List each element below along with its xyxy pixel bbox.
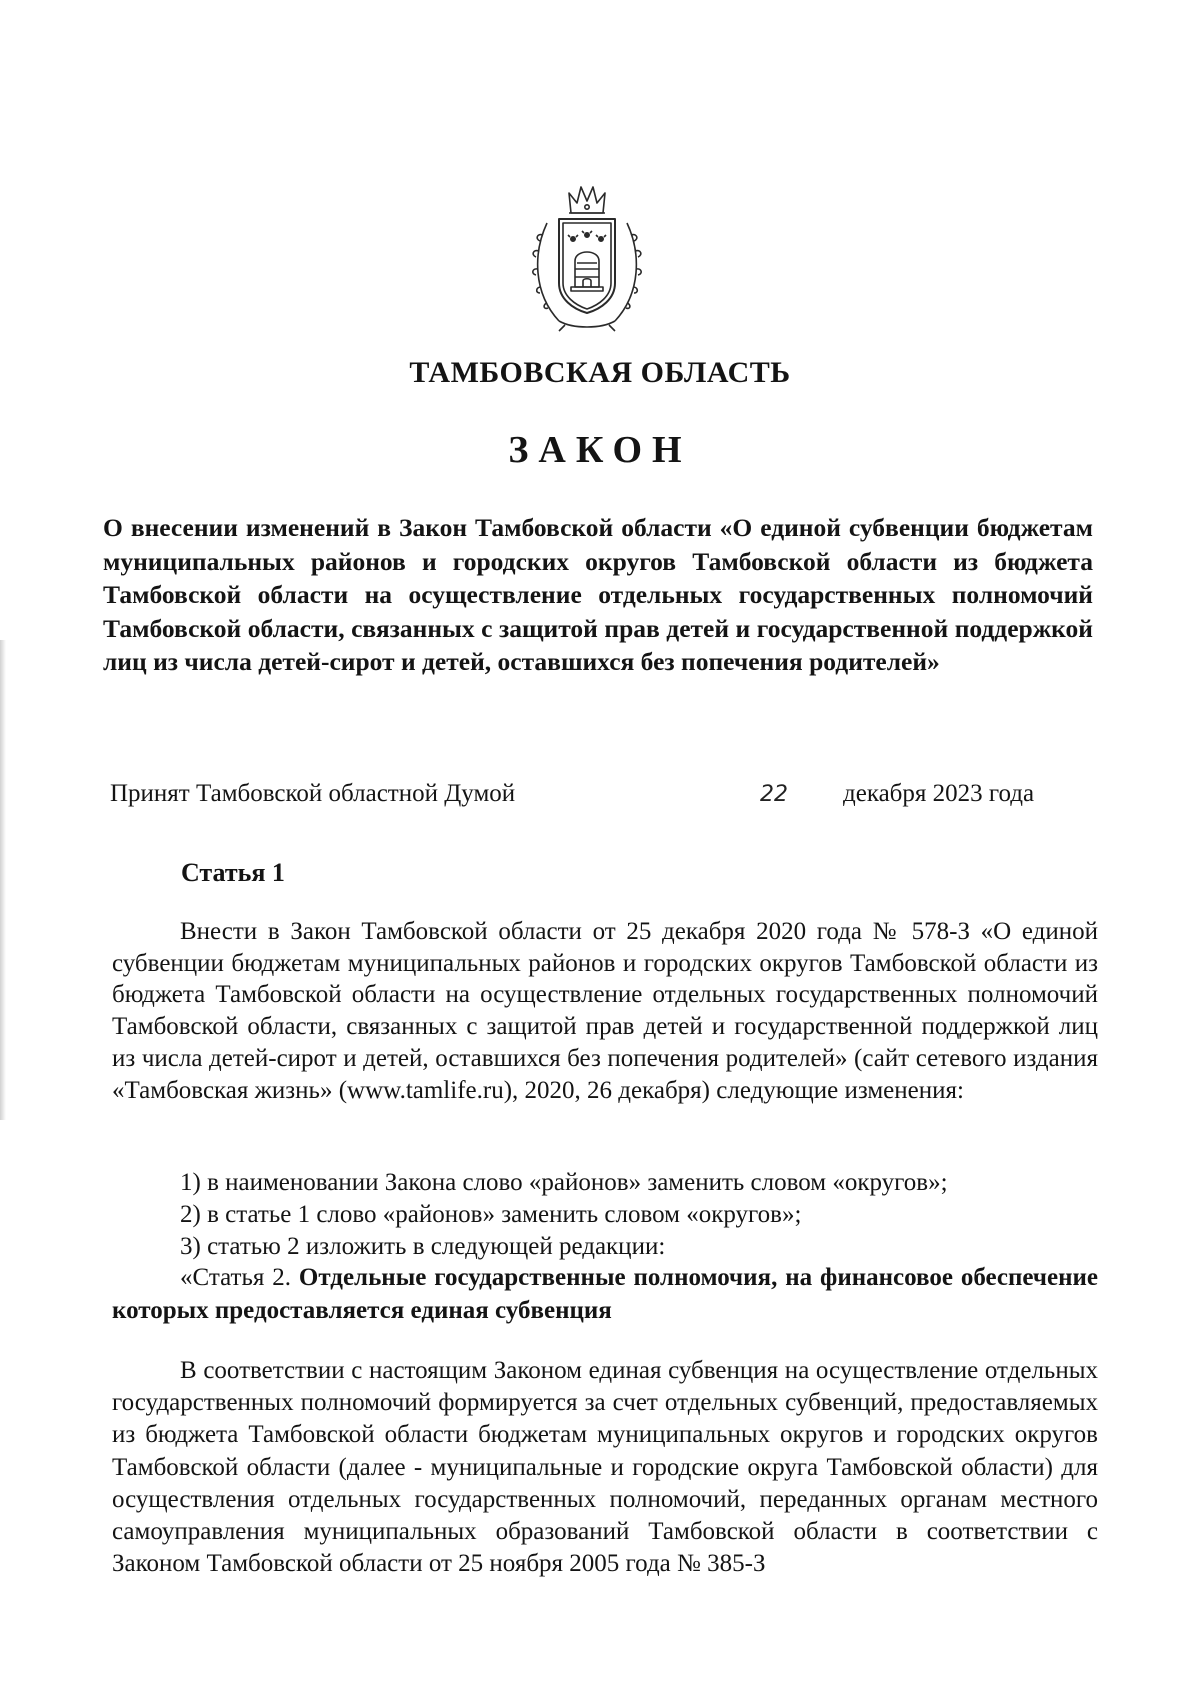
- article-heading: Статья 1: [181, 858, 285, 887]
- clause-paragraph: В соответствии с настоящим Законом единая субвенция на осуществление отдельных государственных полномочий формируется за счет отдельных субвенций, предоставляемых из бюджета Тамбовской области бюджетам муниципальных округов и городских округов Тамбовской области (далее - муниципальные и городские округа Тамбовской области) для осуществления отдельных государственных полномочий, переданных органам местного самоуправления муниципальных образований Тамбовской области в соответствии с Законом Тамбовской области от 25 ноября 2005 года № 385-З: [112, 1357, 1098, 1578]
- adopted-day-handwritten: 22: [760, 782, 788, 807]
- coat-of-arms-icon: [529, 183, 645, 333]
- adopted-date-text: декабря 2023 года: [843, 780, 1035, 807]
- adopted-by-text: Принят Тамбовской областной Думой: [110, 780, 516, 807]
- amendment-item: 1) в наименовании Закона слово «районов» заменить словом «округов»;: [180, 1169, 948, 1196]
- region-title: ТАМБОВСКАЯ ОБЛАСТЬ: [409, 356, 791, 389]
- law-subject-heading: О внесении изменений в Закон Тамбовской области «О единой субвенции бюджетам муниципальных районов и городских округов Тамбовской области из бюджета Тамбовской области на осуществление отдельных государственных полномочий Тамбовской области, связанных с защитой прав детей и государственной поддержкой лиц из числа детей-сирот и детей, оставшихся без попечения родителей»: [103, 513, 1093, 677]
- intro-paragraph: Внести в Закон Тамбовской области от 25 декабря 2020 года № 578-З «О единой субвенции бюджетам муниципальных районов и городских округов Тамбовской области из бюджета Тамбовской области на осуществление отдельных государственных полномочий Тамбовской области, связанных с защитой прав детей и государственной поддержкой лиц из числа детей-сирот и детей, оставшихся без попечения родителей» (сайт сетевого издания «Тамбовская жизнь» (www.tamlife.ru), 2020, 26 декабря) следующие изменения:: [112, 918, 1098, 1104]
- amendment-item: 3) статью 2 изложить в следующей редакции:: [180, 1233, 666, 1260]
- quoted-article-prefix: «Статья 2.: [180, 1264, 299, 1291]
- quoted-article-title: Отдельные государственные полномочия, на финансовое обеспечение которых предоставляется единая субвенция: [112, 1264, 1098, 1324]
- scan-edge-shadow: [0, 640, 6, 1120]
- law-title: ЗАКОН: [508, 429, 692, 471]
- amendment-item: 2) в статье 1 слово «районов» заменить словом «округов»;: [180, 1201, 802, 1228]
- quoted-article-heading: [112, 1261, 1098, 1327]
